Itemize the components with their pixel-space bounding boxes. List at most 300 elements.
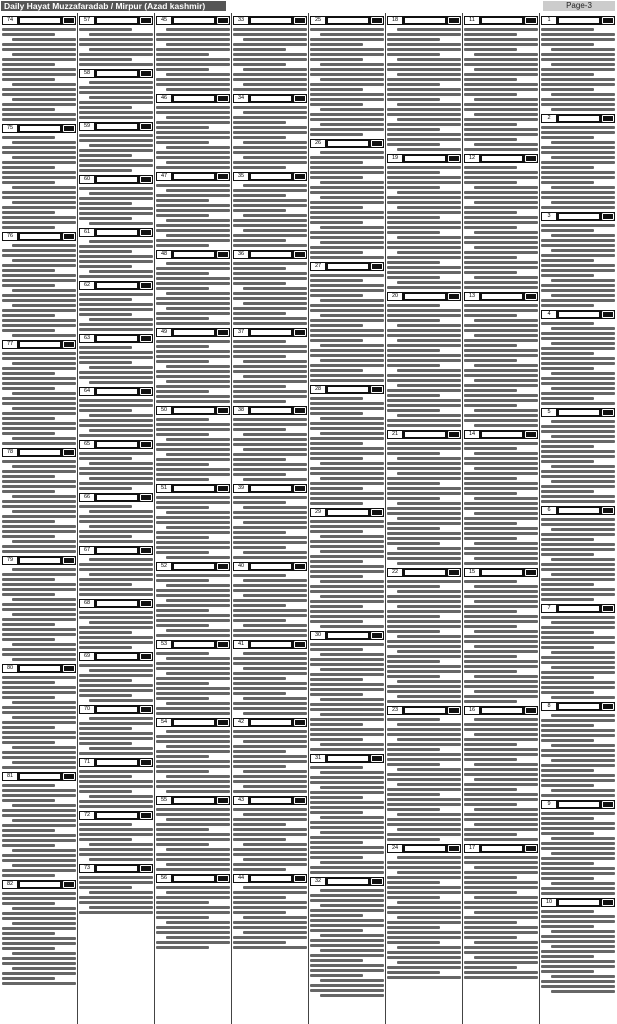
urdu-text-line [387,329,461,332]
urdu-text-line [12,334,76,337]
urdu-text-line [79,245,153,248]
urdu-text-line [387,171,440,174]
notice-title-box [97,442,137,447]
notice-number: 76 [3,233,17,240]
urdu-text-line [310,974,363,977]
ishtihar-seal-icon [371,632,383,639]
urdu-text-line [310,811,363,814]
urdu-text-line [541,656,615,659]
urdu-text-line [243,770,307,773]
notice-number: 32 [311,878,325,885]
urdu-text-line [2,676,76,679]
urdu-text-line [551,465,615,468]
urdu-text-line [233,926,307,929]
urdu-text-line [2,314,55,317]
urdu-text-line [464,946,538,949]
urdu-text-line [320,713,384,716]
urdu-text-line [89,429,153,432]
urdu-text-line [541,299,615,302]
urdu-text-line [2,618,76,621]
notice-number: 31 [311,755,325,762]
urdu-text-line [310,211,384,214]
urdu-text-line [541,495,615,498]
urdu-text-line [541,397,594,400]
urdu-text-line [474,557,538,560]
urdu-text-line [541,925,594,928]
urdu-text-line [310,944,384,947]
urdu-text-line [474,319,538,322]
urdu-text-line [387,733,461,736]
urdu-text-line [233,735,307,738]
urdu-text-line [387,394,440,397]
urdu-text-line [541,985,615,988]
urdu-text-line [387,728,461,731]
urdu-text-line [2,892,76,895]
urdu-text-line [320,359,384,362]
notice-number: 4 [542,311,556,318]
urdu-text-line [156,808,230,811]
urdu-text-line [79,775,132,778]
urdu-text-line [387,876,461,879]
urdu-text-line [474,941,538,944]
urdu-text-line [233,745,307,748]
urdu-text-line [2,731,76,734]
urdu-text-line [2,382,76,385]
urdu-text-line [156,687,230,690]
urdu-text-line [2,216,76,219]
urdu-text-line [156,370,230,373]
urdu-text-line [551,975,615,978]
urdu-text-line [79,139,153,142]
notice-number: 52 [157,563,171,570]
urdu-text-line [243,551,307,554]
notice-title-box [251,408,291,413]
notice-header [233,640,307,649]
urdu-text-line [233,619,286,622]
notice-header [79,599,153,608]
notice-title-box [559,214,599,219]
urdu-text-line [2,427,76,430]
urdu-text-line [397,562,461,565]
ishtihar-seal-icon [63,665,75,672]
urdu-text-line [387,557,461,560]
urdu-text-line [310,437,384,440]
notice-header [464,16,538,25]
urdu-text-line [541,304,594,307]
notice-header [541,702,615,711]
urdu-text-line [387,936,461,939]
urdu-text-line [464,547,538,550]
urdu-text-line [387,512,461,515]
urdu-text-line [310,349,384,352]
notice-title-box [251,96,291,101]
urdu-text-line [166,526,230,529]
urdu-text-line [464,743,517,746]
urdu-text-line [79,752,153,755]
urdu-text-line [320,949,384,952]
urdu-text-line [156,589,230,592]
notice-number: 10 [542,899,556,906]
urdu-text-line [166,629,230,632]
urdu-text-line [541,774,615,777]
notice-header [541,114,615,123]
ishtihar-seal-icon [140,441,152,448]
urdu-text-line [310,781,384,784]
urdu-text-line [310,683,384,686]
urdu-text-line [79,376,153,379]
notice-title-box [482,432,522,437]
urdu-text-line [2,932,55,935]
urdu-text-line [156,106,230,109]
notice-title-box [482,846,522,851]
urdu-text-line [79,505,132,508]
ishtihar-seal-icon [140,123,152,130]
notice-number: 41 [234,641,248,648]
urdu-text-line [541,583,594,586]
urdu-text-line [79,646,132,649]
notice-header [156,94,230,103]
urdu-text-line [387,231,440,234]
notice-number: 18 [388,17,402,24]
urdu-text-line [464,768,538,771]
urdu-text-line [156,501,230,504]
urdu-text-line [464,728,538,731]
urdu-text-line [474,68,538,71]
urdu-text-line [387,675,440,678]
urdu-text-line [551,621,615,624]
urdu-text-line [310,216,384,219]
urdu-text-line [541,254,615,257]
notice-header [387,568,461,577]
notice-header [79,387,153,396]
notice-header [233,406,307,415]
urdu-text-line [2,68,76,71]
urdu-text-line [464,748,538,751]
urdu-text-line [79,631,132,634]
urdu-text-line [310,796,363,799]
urdu-text-line [387,334,461,337]
urdu-text-line [79,588,153,591]
urdu-text-line [2,88,76,91]
urdu-text-line [310,452,384,455]
notice-number: 27 [311,263,325,270]
urdu-text-line [464,610,517,613]
urdu-text-line [12,849,76,852]
urdu-text-line [551,327,615,330]
urdu-text-line [243,141,307,144]
urdu-text-line [320,816,384,819]
notice-number: 2 [542,115,556,122]
ishtihar-seal-icon [602,311,614,318]
urdu-text-line [2,583,76,586]
urdu-text-line [387,241,461,244]
urdu-text-line [243,886,307,889]
urdu-text-line [310,841,363,844]
notice-number: 56 [157,875,171,882]
urdu-text-line [387,931,461,934]
urdu-text-line [551,882,615,885]
urdu-text-line [2,711,76,714]
urdu-text-line [310,442,363,445]
notice-header [541,16,615,25]
urdu-text-line [156,838,230,841]
ishtihar-seal-icon [217,641,229,648]
urdu-text-line [156,634,230,637]
notice-header [156,16,230,25]
urdu-text-line [464,28,538,31]
urdu-text-line [79,419,153,422]
notice-number: 75 [3,125,17,132]
urdu-text-line [310,289,384,292]
urdu-text-line [233,340,286,343]
urdu-text-line [156,868,230,871]
urdu-text-line [541,176,615,179]
notice-header [310,16,384,25]
urdu-text-line [310,530,363,533]
urdu-text-line [2,490,55,493]
notice-title-box [251,486,291,491]
urdu-text-line [310,894,384,897]
urdu-text-line [156,614,230,617]
urdu-text-line [2,432,55,435]
urdu-text-line [464,477,517,480]
urdu-text-line [320,831,384,834]
notice-number: 21 [388,431,402,438]
urdu-text-line [320,462,384,465]
urdu-text-line [387,83,440,86]
ishtihar-seal-icon [217,173,229,180]
urdu-text-line [233,511,307,514]
notice-title-box [559,508,599,513]
urdu-text-line [233,428,286,431]
urdu-text-line [464,856,538,859]
urdu-text-line [387,201,461,204]
ishtihar-seal-icon [217,407,229,414]
urdu-text-line [551,744,615,747]
urdu-text-line [233,765,286,768]
urdu-text-line [12,952,76,955]
urdu-text-line [387,379,461,382]
urdu-text-line [387,43,461,46]
urdu-text-line [89,366,153,369]
urdu-text-line [233,541,307,544]
urdu-text-line [387,823,461,826]
urdu-text-line [551,714,615,717]
urdu-text-line [541,739,594,742]
urdu-text-line [12,819,76,822]
urdu-text-line [474,467,538,470]
urdu-text-line [233,136,286,139]
urdu-text-line [464,522,517,525]
notice-header [541,604,615,613]
urdu-text-line [541,965,615,968]
urdu-text-line [464,655,517,658]
notice-title-box [559,704,599,709]
urdu-text-line [464,462,538,465]
urdu-text-line [551,186,615,189]
notice-header [464,706,538,715]
notice-title-box [328,264,368,269]
urdu-text-line [156,692,230,695]
notice-number: 15 [465,569,479,576]
notice-number: 54 [157,719,171,726]
notice-number: 66 [80,494,94,501]
urdu-text-line [233,526,307,529]
urdu-text-line [2,33,55,36]
urdu-text-line [464,861,538,864]
notice-header [233,796,307,805]
ishtihar-seal-icon [371,755,383,762]
urdu-text-line [387,477,461,480]
urdu-text-line [397,281,461,284]
urdu-text-line [2,284,55,287]
urdu-text-line [464,961,538,964]
urdu-text-line [541,28,594,31]
notice-header [464,430,538,439]
urdu-text-line [464,384,538,387]
urdu-text-line [89,240,153,243]
urdu-text-line [2,789,76,792]
urdu-text-line [156,667,230,670]
ishtihar-seal-icon [294,17,306,24]
urdu-text-line [310,605,363,608]
notice-number: 12 [465,155,479,162]
urdu-text-line [2,535,55,538]
urdu-text-line [464,537,517,540]
urdu-text-line [156,946,209,949]
urdu-text-line [2,329,55,332]
urdu-text-line [310,324,363,327]
urdu-text-line [551,696,615,699]
urdu-text-line [12,244,76,247]
urdu-text-line [310,457,363,460]
ishtihar-seal-icon [371,878,383,885]
ishtihar-seal-icon [294,407,306,414]
urdu-text-line [233,151,307,154]
urdu-text-line [156,48,230,51]
urdu-text-line [464,93,517,96]
notice-number: 48 [157,251,171,258]
urdu-text-line [541,33,615,36]
urdu-text-line [387,98,440,101]
urdu-text-line [2,48,76,51]
urdu-text-line [464,354,538,357]
urdu-text-line [541,671,615,674]
urdu-text-line [541,877,594,880]
urdu-text-line [310,801,384,804]
urdu-text-line [387,48,461,51]
notice-title-box [20,666,60,671]
urdu-text-line [541,151,615,154]
urdu-text-line [156,443,230,446]
notice-header [464,844,538,853]
urdu-text-line [397,901,461,904]
urdu-text-line [541,332,615,335]
urdu-text-line [464,58,538,61]
urdu-text-line [12,540,76,543]
ishtihar-seal-icon [63,773,75,780]
urdu-text-line [79,540,153,543]
urdu-text-line [233,219,307,222]
urdu-text-line [310,364,384,367]
urdu-text-line [541,259,594,262]
urdu-text-line [2,402,76,405]
urdu-text-line [233,204,307,207]
column-divider [77,13,78,1024]
urdu-text-line [541,73,594,76]
urdu-text-line [464,665,538,668]
notice-number: 24 [388,845,402,852]
urdu-text-line [79,328,153,331]
urdu-text-line [243,360,307,363]
urdu-text-line [233,88,307,91]
ishtihar-seal-icon [217,485,229,492]
urdu-text-line [243,813,307,816]
urdu-text-line [12,362,76,365]
urdu-text-line [79,881,153,884]
urdu-text-line [464,871,538,874]
urdu-text-line [464,738,538,741]
notice-title-box [251,252,291,257]
urdu-text-line [79,742,132,745]
urdu-text-line [156,229,230,232]
urdu-text-line [12,304,76,307]
urdu-text-line [551,93,615,96]
urdu-text-line [320,653,384,656]
urdu-text-line [233,28,307,31]
urdu-text-line [320,432,384,435]
notice-title-box [328,387,368,392]
urdu-text-line [310,48,384,51]
urdu-text-line [464,419,538,422]
urdu-text-line [2,171,76,174]
urdu-text-line [166,936,230,939]
urdu-text-line [166,818,230,821]
urdu-text-line [166,730,230,733]
urdu-text-line [243,785,307,788]
urdu-text-line [310,648,363,651]
column-c7 [463,13,539,1024]
urdu-text-line [233,43,307,46]
urdu-text-line [310,545,384,548]
urdu-text-line [79,399,153,402]
urdu-text-line [464,723,538,726]
urdu-text-line [397,635,461,638]
ishtihar-seal-icon [140,653,152,660]
urdu-text-line [156,151,230,154]
urdu-text-line [89,747,153,750]
urdu-text-line [310,658,384,661]
urdu-text-line [387,38,440,41]
urdu-text-line [387,866,461,869]
urdu-text-line [2,294,76,297]
urdu-text-line [79,303,153,306]
urdu-text-line [464,783,538,786]
urdu-text-line [310,422,384,425]
urdu-text-line [387,319,440,322]
notice-header [79,228,153,237]
urdu-text-line [320,550,384,553]
urdu-text-line [233,634,307,637]
urdu-text-line [474,186,538,189]
urdu-text-line [387,911,461,914]
urdu-text-line [233,780,307,783]
urdu-text-line [156,574,230,577]
urdu-text-line [12,392,76,395]
urdu-text-line [464,256,517,259]
ishtihar-seal-icon [217,251,229,258]
notice-title-box [20,342,60,347]
